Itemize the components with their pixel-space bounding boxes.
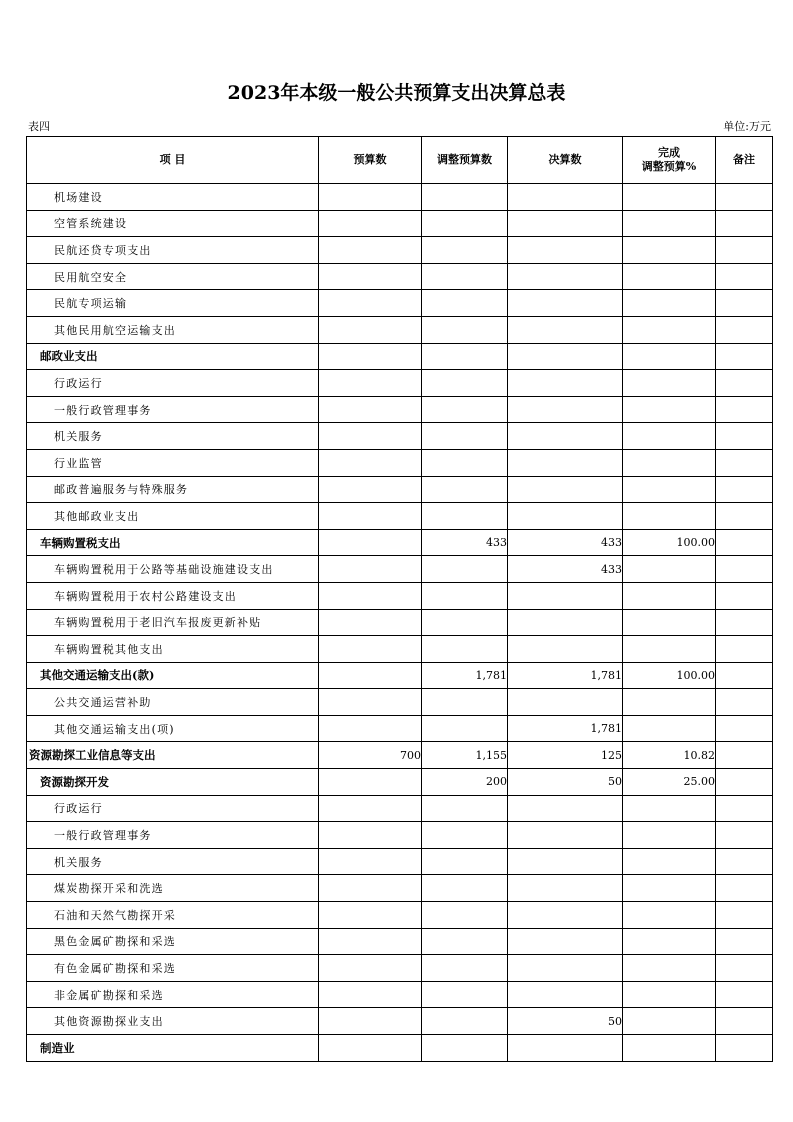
row-note <box>716 955 773 982</box>
row-note <box>716 503 773 530</box>
row-completion-rate <box>623 343 716 370</box>
row-budget <box>319 503 422 530</box>
row-adjusted <box>422 316 508 343</box>
row-adjusted <box>422 902 508 929</box>
row-completion-rate <box>623 556 716 583</box>
row-final <box>508 875 623 902</box>
row-completion-rate <box>623 822 716 849</box>
row-note <box>716 370 773 397</box>
row-completion-rate <box>623 370 716 397</box>
table-row <box>27 263 773 290</box>
table-row <box>27 1008 773 1035</box>
row-note <box>716 795 773 822</box>
table-row <box>27 316 773 343</box>
row-final: 125 <box>508 742 623 769</box>
header-final: 决算数 <box>508 137 623 184</box>
row-final: 50 <box>508 1008 623 1035</box>
row-adjusted <box>422 210 508 237</box>
row-adjusted <box>422 423 508 450</box>
row-completion-rate <box>623 715 716 742</box>
budget-table <box>26 136 773 1062</box>
row-adjusted: 433 <box>422 529 508 556</box>
row-note <box>716 476 773 503</box>
header-item: 项 目 <box>27 137 319 184</box>
table-row <box>27 875 773 902</box>
row-completion-rate <box>623 1008 716 1035</box>
row-completion-rate <box>623 981 716 1008</box>
row-note <box>716 715 773 742</box>
row-note <box>716 582 773 609</box>
row-adjusted <box>422 290 508 317</box>
row-budget <box>319 556 422 583</box>
row-budget <box>319 1035 422 1062</box>
row-final <box>508 636 623 663</box>
row-budget <box>319 184 422 211</box>
row-item-name: 其他交通运输支出(项) <box>27 715 319 742</box>
row-item-name: 其他邮政业支出 <box>27 503 319 530</box>
table-row <box>27 556 773 583</box>
row-completion-rate <box>623 449 716 476</box>
row-final <box>508 210 623 237</box>
row-budget <box>319 316 422 343</box>
row-adjusted <box>422 476 508 503</box>
row-completion-rate <box>623 503 716 530</box>
row-item-name: 车辆购置税用于老旧汽车报废更新补贴 <box>27 609 319 636</box>
row-item-name: 车辆购置税其他支出 <box>27 636 319 663</box>
row-completion-rate <box>623 902 716 929</box>
row-final <box>508 1035 623 1062</box>
row-budget <box>319 848 422 875</box>
table-header <box>27 137 773 184</box>
row-item-name: 邮政普遍服务与特殊服务 <box>27 476 319 503</box>
row-completion-rate <box>623 290 716 317</box>
row-final <box>508 290 623 317</box>
row-adjusted <box>422 928 508 955</box>
row-adjusted <box>422 396 508 423</box>
row-note <box>716 1008 773 1035</box>
row-adjusted <box>422 981 508 1008</box>
row-note <box>716 396 773 423</box>
row-note <box>716 742 773 769</box>
row-budget <box>319 902 422 929</box>
row-budget <box>319 689 422 716</box>
table-row <box>27 795 773 822</box>
row-completion-rate <box>623 210 716 237</box>
row-budget <box>319 981 422 1008</box>
row-item-name: 行业监管 <box>27 449 319 476</box>
row-adjusted <box>422 263 508 290</box>
row-note <box>716 636 773 663</box>
row-note <box>716 263 773 290</box>
row-item-name: 一般行政管理事务 <box>27 822 319 849</box>
row-final: 433 <box>508 529 623 556</box>
table-row <box>27 582 773 609</box>
table-row <box>27 955 773 982</box>
row-item-name: 其他民用航空运输支出 <box>27 316 319 343</box>
row-final <box>508 902 623 929</box>
row-note <box>716 290 773 317</box>
row-item-name: 民航还贷专项支出 <box>27 237 319 264</box>
row-adjusted <box>422 237 508 264</box>
row-budget <box>319 1008 422 1035</box>
row-final <box>508 396 623 423</box>
row-budget <box>319 290 422 317</box>
row-adjusted <box>422 848 508 875</box>
table-row <box>27 396 773 423</box>
row-completion-rate: 100.00 <box>623 529 716 556</box>
header-completion-line2: 调整预算% <box>641 160 697 173</box>
row-item-name: 其他资源勘探业支出 <box>27 1008 319 1035</box>
row-item-name: 车辆购置税用于农村公路建设支出 <box>27 582 319 609</box>
row-budget <box>319 795 422 822</box>
row-item-name: 石油和天然气勘探开采 <box>27 902 319 929</box>
row-item-name: 资源勘探开发 <box>27 769 319 796</box>
table-row <box>27 423 773 450</box>
table-row <box>27 529 773 556</box>
row-note <box>716 316 773 343</box>
row-note <box>716 423 773 450</box>
row-completion-rate <box>623 476 716 503</box>
table-row <box>27 184 773 211</box>
row-item-name: 非金属矿勘探和采选 <box>27 981 319 1008</box>
row-budget: 700 <box>319 742 422 769</box>
row-budget <box>319 636 422 663</box>
row-final <box>508 928 623 955</box>
row-budget <box>319 662 422 689</box>
row-completion-rate <box>623 689 716 716</box>
row-adjusted <box>422 556 508 583</box>
row-completion-rate <box>623 636 716 663</box>
row-budget <box>319 875 422 902</box>
row-budget <box>319 396 422 423</box>
row-adjusted <box>422 715 508 742</box>
row-final <box>508 263 623 290</box>
row-item-name: 邮政业支出 <box>27 343 319 370</box>
row-completion-rate <box>623 795 716 822</box>
header-budget: 预算数 <box>319 137 422 184</box>
row-note <box>716 902 773 929</box>
row-final <box>508 237 623 264</box>
header-adjusted: 调整预算数 <box>422 137 508 184</box>
table-row <box>27 237 773 264</box>
header-completion <box>623 137 716 184</box>
row-budget <box>319 529 422 556</box>
row-note <box>716 449 773 476</box>
row-completion-rate <box>623 423 716 450</box>
row-final <box>508 609 623 636</box>
row-adjusted <box>422 449 508 476</box>
row-completion-rate <box>623 848 716 875</box>
table-row <box>27 210 773 237</box>
table-body <box>27 184 773 1062</box>
row-item-name: 一般行政管理事务 <box>27 396 319 423</box>
row-item-name: 空管系统建设 <box>27 210 319 237</box>
row-completion-rate <box>623 875 716 902</box>
row-completion-rate <box>623 928 716 955</box>
row-budget <box>319 928 422 955</box>
row-note <box>716 769 773 796</box>
row-completion-rate: 25.00 <box>623 769 716 796</box>
row-budget <box>319 210 422 237</box>
table-row <box>27 715 773 742</box>
row-completion-rate <box>623 609 716 636</box>
table-row <box>27 343 773 370</box>
row-adjusted <box>422 503 508 530</box>
table-row <box>27 769 773 796</box>
table-label: 表四 <box>28 120 50 133</box>
table-row <box>27 609 773 636</box>
row-item-name: 煤炭勘探开采和洗选 <box>27 875 319 902</box>
row-final <box>508 343 623 370</box>
row-final <box>508 476 623 503</box>
row-final <box>508 423 623 450</box>
row-item-name: 机关服务 <box>27 423 319 450</box>
row-note <box>716 848 773 875</box>
row-final <box>508 822 623 849</box>
row-completion-rate: 100.00 <box>623 662 716 689</box>
table-row <box>27 1035 773 1062</box>
row-budget <box>319 476 422 503</box>
table-row <box>27 848 773 875</box>
row-adjusted: 1,781 <box>422 662 508 689</box>
row-adjusted <box>422 689 508 716</box>
row-completion-rate <box>623 184 716 211</box>
row-item-name: 民航专项运输 <box>27 290 319 317</box>
row-final <box>508 370 623 397</box>
row-budget <box>319 237 422 264</box>
row-final <box>508 582 623 609</box>
header-note: 备注 <box>716 137 773 184</box>
row-item-name: 公共交通运营补助 <box>27 689 319 716</box>
row-item-name: 行政运行 <box>27 370 319 397</box>
row-final <box>508 184 623 211</box>
row-adjusted <box>422 636 508 663</box>
row-final <box>508 981 623 1008</box>
row-completion-rate <box>623 582 716 609</box>
row-adjusted <box>422 1035 508 1062</box>
row-item-name: 有色金属矿勘探和采选 <box>27 955 319 982</box>
row-item-name: 车辆购置税用于公路等基础设施建设支出 <box>27 556 319 583</box>
row-completion-rate <box>623 263 716 290</box>
header-completion-line1: 完成 <box>658 146 680 159</box>
row-final <box>508 316 623 343</box>
table-row <box>27 822 773 849</box>
row-budget <box>319 343 422 370</box>
row-budget <box>319 715 422 742</box>
row-note <box>716 210 773 237</box>
row-item-name: 民用航空安全 <box>27 263 319 290</box>
row-item-name: 车辆购置税支出 <box>27 529 319 556</box>
row-final: 1,781 <box>508 662 623 689</box>
row-item-name: 制造业 <box>27 1035 319 1062</box>
row-note <box>716 1035 773 1062</box>
row-final <box>508 955 623 982</box>
row-adjusted <box>422 795 508 822</box>
row-adjusted <box>422 370 508 397</box>
page-title: 2023年本级一般公共预算支出决算总表 <box>227 82 566 104</box>
row-note <box>716 875 773 902</box>
row-item-name: 资源勘探工业信息等支出 <box>27 742 319 769</box>
row-final <box>508 689 623 716</box>
table-row <box>27 476 773 503</box>
row-note <box>716 981 773 1008</box>
row-adjusted: 1,155 <box>422 742 508 769</box>
row-note <box>716 556 773 583</box>
row-item-name: 其他交通运输支出(款) <box>27 662 319 689</box>
row-item-name: 行政运行 <box>27 795 319 822</box>
table-row <box>27 636 773 663</box>
row-final: 433 <box>508 556 623 583</box>
row-completion-rate <box>623 955 716 982</box>
row-budget <box>319 609 422 636</box>
row-adjusted <box>422 184 508 211</box>
row-note <box>716 928 773 955</box>
row-adjusted <box>422 875 508 902</box>
row-adjusted <box>422 582 508 609</box>
table-row <box>27 662 773 689</box>
table-row <box>27 449 773 476</box>
row-adjusted: 200 <box>422 769 508 796</box>
row-completion-rate <box>623 316 716 343</box>
row-final: 50 <box>508 769 623 796</box>
unit-label: 单位:万元 <box>723 120 771 133</box>
row-budget <box>319 370 422 397</box>
row-final <box>508 503 623 530</box>
row-note <box>716 609 773 636</box>
table-row <box>27 503 773 530</box>
row-note <box>716 237 773 264</box>
row-budget <box>319 423 422 450</box>
row-note <box>716 343 773 370</box>
row-note <box>716 184 773 211</box>
row-note <box>716 662 773 689</box>
row-final <box>508 795 623 822</box>
row-note <box>716 822 773 849</box>
row-item-name: 黑色金属矿勘探和采选 <box>27 928 319 955</box>
table-row <box>27 290 773 317</box>
row-budget <box>319 263 422 290</box>
row-budget <box>319 769 422 796</box>
table-row <box>27 928 773 955</box>
table-row <box>27 981 773 1008</box>
row-budget <box>319 449 422 476</box>
row-completion-rate <box>623 396 716 423</box>
row-completion-rate <box>623 237 716 264</box>
row-adjusted <box>422 609 508 636</box>
row-note <box>716 689 773 716</box>
row-adjusted <box>422 955 508 982</box>
table-row <box>27 370 773 397</box>
row-budget <box>319 822 422 849</box>
table-row <box>27 689 773 716</box>
row-adjusted <box>422 343 508 370</box>
row-note <box>716 529 773 556</box>
table-row <box>27 902 773 929</box>
row-item-name: 机场建设 <box>27 184 319 211</box>
row-budget <box>319 955 422 982</box>
row-adjusted <box>422 1008 508 1035</box>
row-item-name: 机关服务 <box>27 848 319 875</box>
row-final <box>508 848 623 875</box>
row-final <box>508 449 623 476</box>
row-final: 1,781 <box>508 715 623 742</box>
row-completion-rate <box>623 1035 716 1062</box>
row-budget <box>319 582 422 609</box>
row-completion-rate: 10.82 <box>623 742 716 769</box>
row-adjusted <box>422 822 508 849</box>
table-row <box>27 742 773 769</box>
